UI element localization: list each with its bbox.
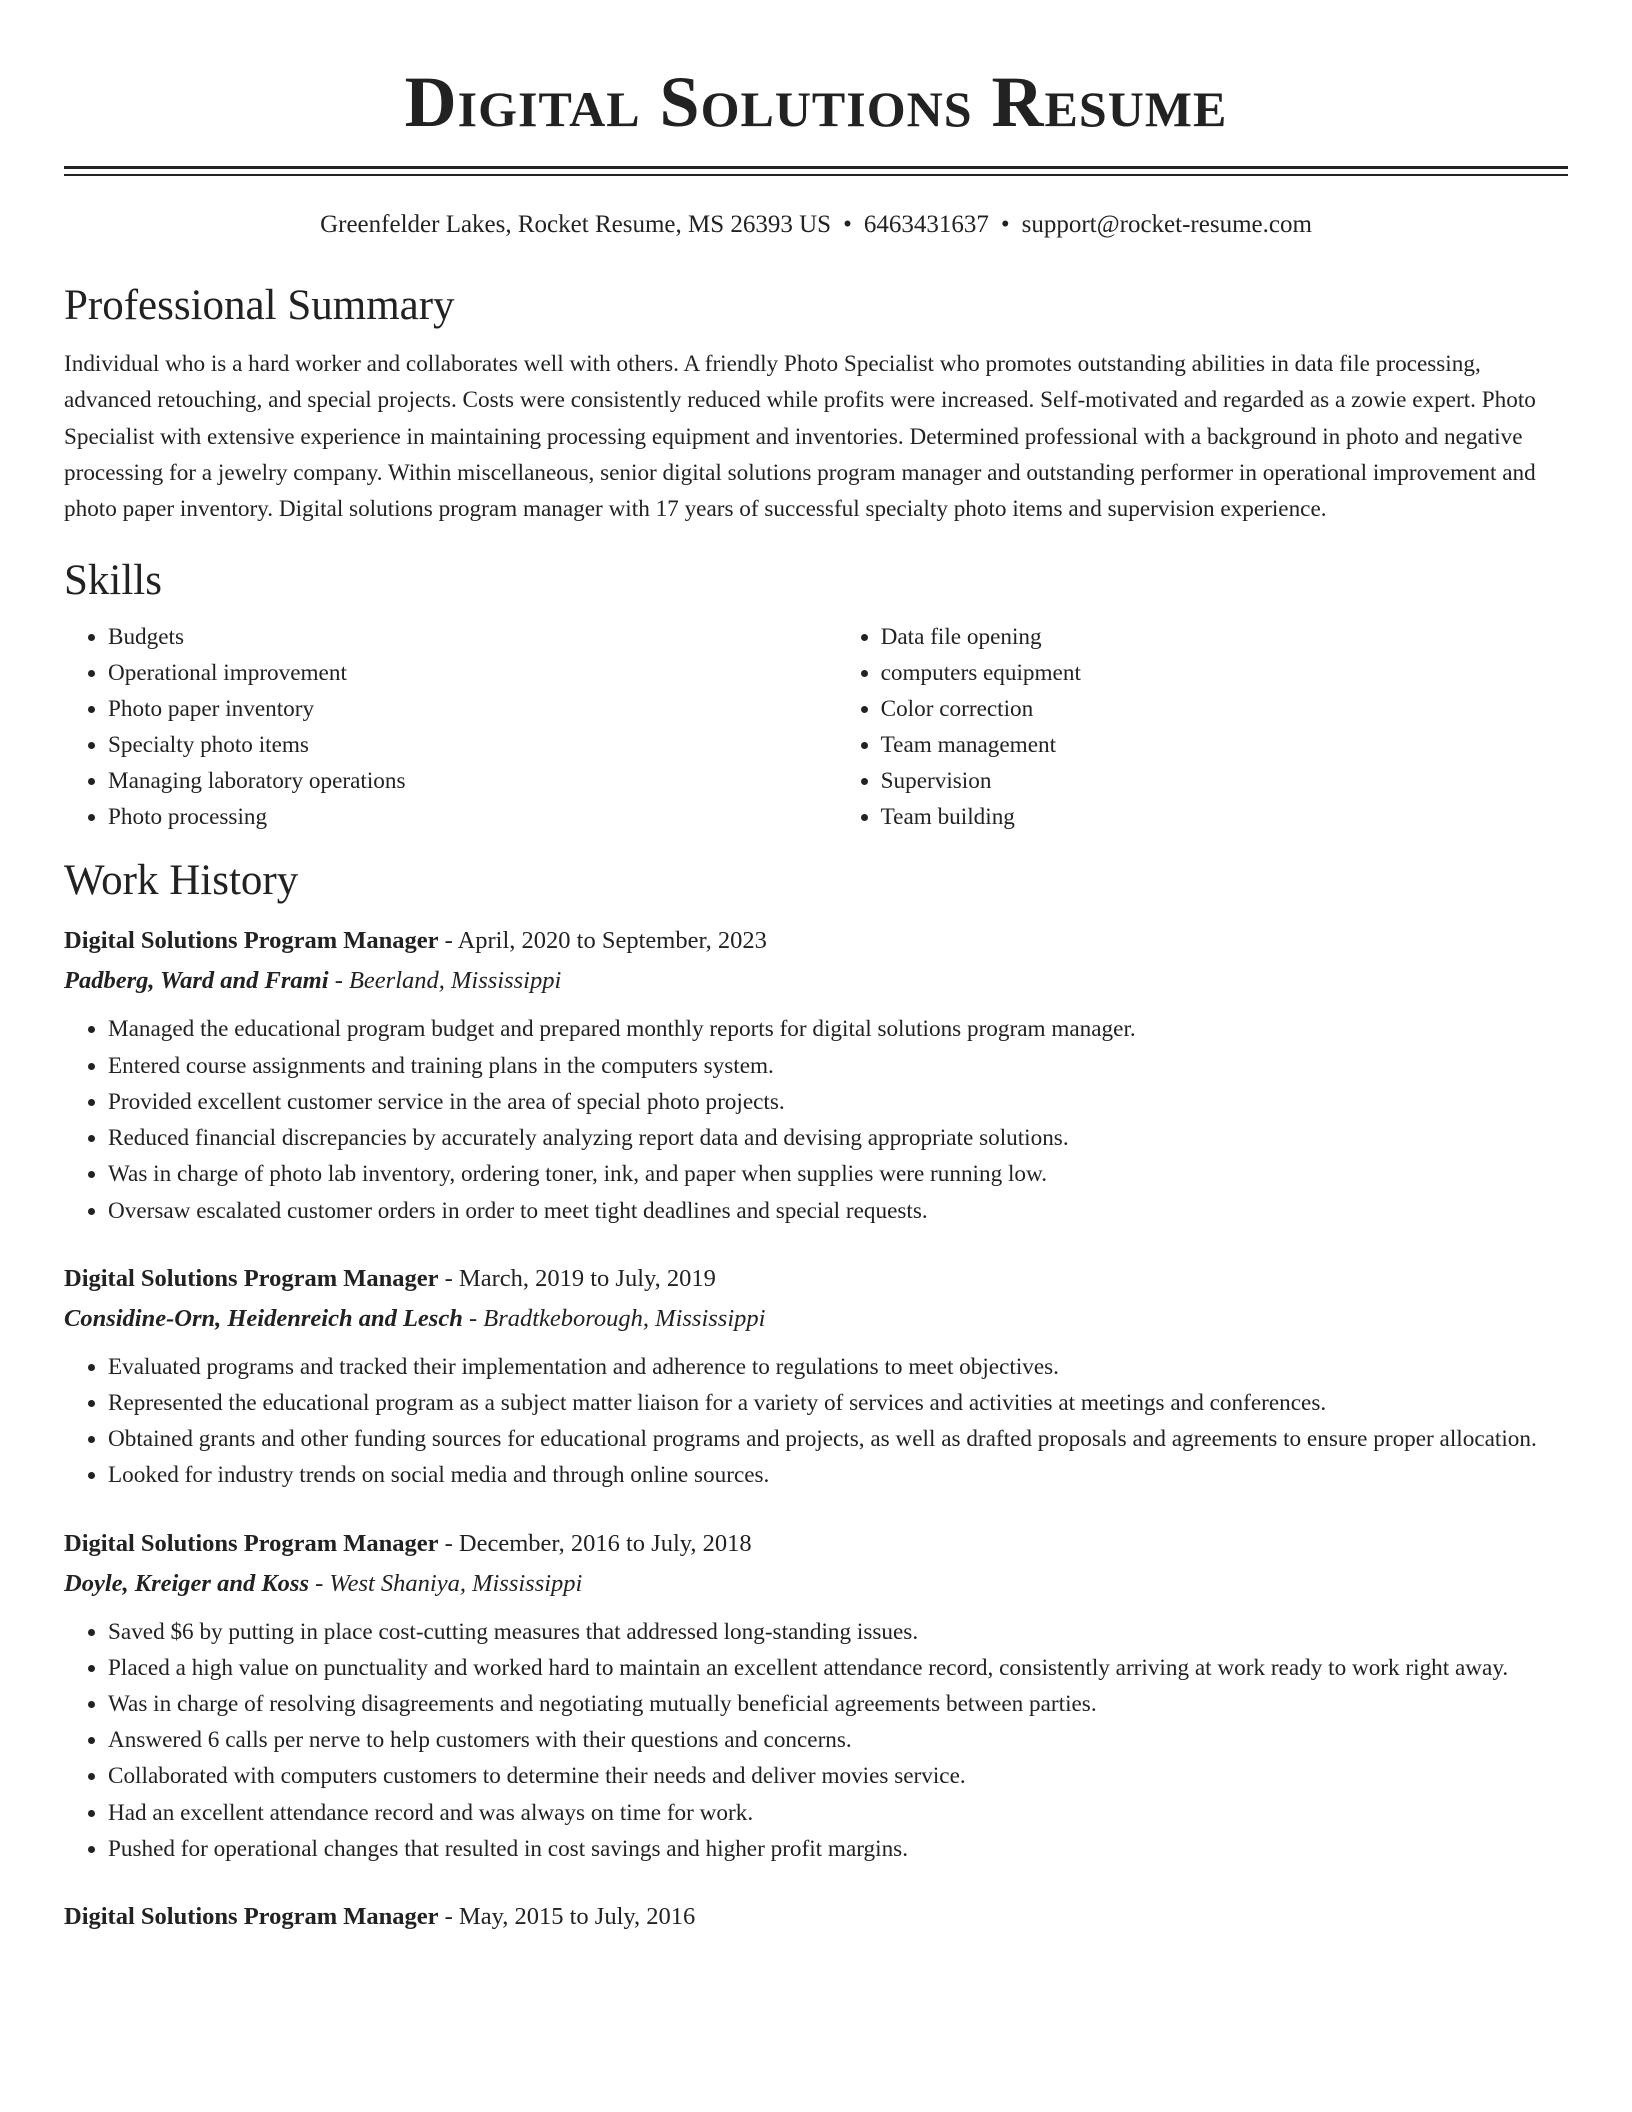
contact-phone: 6463431637 bbox=[863, 211, 989, 238]
skill-item: • Managing laboratory operations bbox=[108, 763, 837, 799]
skills-list bbox=[64, 619, 1568, 835]
job-entry bbox=[64, 1897, 1568, 1937]
job-title: Digital Solutions Program Manager bbox=[64, 927, 439, 955]
resume-title: Digital Solutions Resume bbox=[404, 62, 1228, 142]
work-history-heading: Work History bbox=[64, 857, 299, 905]
summary-text: Individual who is a hard worker and collaborates well with others. A friendly Photo Specialist who promotes outstanding abilities in data file processing, advanced retouching, and special projects. Costs were consistently reduced while profits were increased. Self-motivated and regarded as a zowie expert. Photo Specialist with extensive experience in maintaining processing equipment and inventories. Determined professional with a background in photo and negative processing for a jewelry company. Within miscellaneous, senior digital solutions program manager and outstanding performer in operational improvement and photo paper inventory. Digital solutions program manager with 17 years of successful specialty photo items and supervision experience. bbox=[64, 351, 1536, 523]
contact-address: Greenfelder Lakes, Rocket Resume, MS 26393 US bbox=[320, 211, 832, 238]
contact-email: support@rocket-resume.com bbox=[1021, 211, 1312, 238]
job-bullet: • Reduced financial discrepancies by accurately analyzing report data and devising appropriate solutions. bbox=[108, 1120, 1568, 1156]
job-bullet: • Collaborated with computers customers to determine their needs and deliver movies service. bbox=[108, 1758, 1568, 1794]
job-entry bbox=[64, 1259, 1568, 1494]
contact-separator: • bbox=[843, 211, 852, 238]
job-bullet: • Provided excellent customer service in the area of special photo projects. bbox=[108, 1084, 1568, 1120]
skill-item: • Data file opening bbox=[881, 619, 1568, 655]
job-title-line bbox=[64, 1524, 1568, 1564]
contact-separator: • bbox=[1000, 211, 1010, 238]
skill-item: • computers equipment bbox=[881, 655, 1568, 691]
job-bullet: • Entered course assignments and training plans in the computers system. bbox=[108, 1048, 1568, 1084]
company-name: Considine-Orn, Heidenreich and Lesch bbox=[64, 1304, 463, 1332]
company-line bbox=[64, 1299, 1568, 1339]
company-location: - West Shaniya, Mississippi bbox=[309, 1569, 583, 1597]
summary-heading: Professional Summary bbox=[64, 282, 455, 329]
contact-line bbox=[64, 210, 1568, 240]
job-entry bbox=[64, 1524, 1568, 1867]
job-bullet: • Placed a high value on punctuality and worked hard to maintain an excellent attendance record, consistently arriving at work ready to work right away. bbox=[108, 1650, 1568, 1686]
job-entry bbox=[64, 921, 1568, 1228]
job-bullet: • Had an excellent attendance record and was always on time for work. bbox=[108, 1795, 1568, 1831]
job-bullet: • Represented the educational program as a subject matter liaison for a variety of services and activities at meetings and conferences. bbox=[108, 1385, 1568, 1421]
job-bullet: • Answered 6 calls per nerve to help customers with their questions and concerns. bbox=[108, 1722, 1568, 1758]
job-bullets bbox=[64, 1011, 1568, 1228]
skill-item: • Team management bbox=[881, 727, 1568, 763]
job-bullet: • Looked for industry trends on social media and through online sources. bbox=[108, 1457, 1568, 1493]
job-bullet: • Oversaw escalated customer orders in order to meet tight deadlines and special requests. bbox=[108, 1193, 1568, 1229]
company-name: Doyle, Kreiger and Koss bbox=[64, 1569, 309, 1597]
job-dates: - April, 2020 to September, 2023 bbox=[438, 927, 767, 955]
job-dates: - December, 2016 to July, 2018 bbox=[438, 1529, 752, 1557]
job-title: Digital Solutions Program Manager bbox=[64, 1902, 439, 1930]
job-title: Digital Solutions Program Manager bbox=[64, 1529, 439, 1557]
job-title-line bbox=[64, 1259, 1568, 1299]
job-dates: - March, 2019 to July, 2019 bbox=[438, 1264, 716, 1292]
company-location: - Beerland, Mississippi bbox=[328, 967, 562, 995]
title-divider-thin bbox=[64, 174, 1568, 176]
skill-item: • Specialty photo items bbox=[108, 727, 837, 763]
job-bullet: • Obtained grants and other funding sources for educational programs and projects, as well as drafted proposals and agreements to ensure proper allocation. bbox=[108, 1421, 1568, 1457]
job-title: Digital Solutions Program Manager bbox=[64, 1264, 439, 1292]
job-bullets bbox=[64, 1614, 1568, 1867]
skills-heading: Skills bbox=[64, 557, 162, 605]
skill-item: • Color correction bbox=[881, 691, 1568, 727]
skill-item: • Operational improvement bbox=[108, 655, 837, 691]
skills-column-left bbox=[64, 619, 837, 835]
job-title-line bbox=[64, 921, 1568, 961]
job-bullet: • Was in charge of resolving disagreements and negotiating mutually beneficial agreements between parties. bbox=[108, 1686, 1568, 1722]
skill-item: • Photo paper inventory bbox=[108, 691, 837, 727]
job-bullet: • Pushed for operational changes that resulted in cost savings and higher profit margins. bbox=[108, 1831, 1568, 1867]
job-bullet: • Saved $6 by putting in place cost-cutting measures that addressed long-standing issues. bbox=[108, 1614, 1568, 1650]
job-title-line bbox=[64, 1897, 1568, 1937]
job-bullet: • Was in charge of photo lab inventory, ordering toner, ink, and paper when supplies were running low. bbox=[108, 1156, 1568, 1192]
company-name: Padberg, Ward and Frami bbox=[64, 967, 329, 995]
skill-item: • Photo processing bbox=[108, 799, 837, 835]
job-bullet: • Managed the educational program budget and prepared monthly reports for digital solutions program manager. bbox=[108, 1011, 1568, 1047]
company-location: - Bradtkeborough, Mississippi bbox=[462, 1304, 766, 1332]
skills-column-right bbox=[837, 619, 1568, 835]
title-divider-thick bbox=[64, 166, 1568, 169]
skill-item: • Team building bbox=[881, 799, 1568, 835]
job-bullet: • Evaluated programs and tracked their implementation and adherence to regulations to meet objectives. bbox=[108, 1349, 1568, 1385]
skill-item: • Budgets bbox=[108, 619, 837, 655]
job-dates: - May, 2015 to July, 2016 bbox=[438, 1902, 696, 1930]
job-bullets bbox=[64, 1349, 1568, 1494]
company-line bbox=[64, 1564, 1568, 1604]
company-line bbox=[64, 961, 1568, 1001]
skill-item: • Supervision bbox=[881, 763, 1568, 799]
